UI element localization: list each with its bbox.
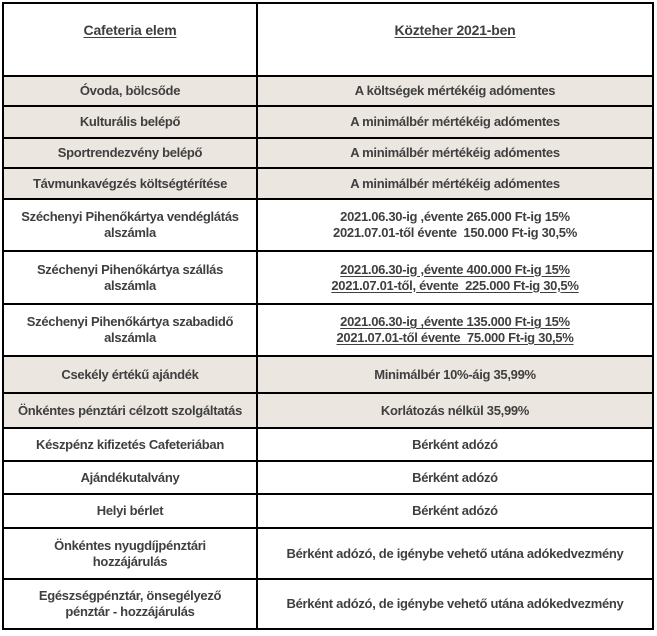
table-row	[3, 461, 653, 494]
table-row	[3, 168, 653, 199]
table-row	[3, 393, 653, 428]
kozteher-cell	[257, 461, 653, 494]
table-row	[3, 528, 653, 579]
table-row	[3, 106, 653, 138]
kozteher-cell	[257, 356, 653, 393]
cafeteria-elem-cell	[3, 76, 257, 106]
table-row	[3, 251, 653, 304]
cell-text-line: Önkéntes pénztári célzott szolgáltatás	[17, 402, 243, 418]
cell-text-line: Kulturális belépő	[79, 114, 181, 129]
header-cell-cafeteria-elem	[3, 3, 257, 76]
cafeteria-elem-cell	[3, 168, 257, 199]
cafeteria-elem-cell	[3, 393, 257, 428]
cell-text-line: A minimálbér mértékéig adómentes	[350, 145, 560, 160]
cell-text-line: Bérként adózó	[412, 469, 498, 485]
cell-text-line: Készpénz kifizetés Cafeteriában	[36, 436, 224, 452]
cell-text-line: 2021.06.30-ig ,évente 400.000 Ft-ig 15%	[340, 261, 570, 277]
table-row	[3, 579, 653, 629]
cafeteria-elem-cell	[3, 138, 257, 168]
table-row	[3, 428, 653, 461]
cell-text-line: Minimálbér 10%-áig 35,99%	[374, 366, 536, 382]
cell-text-line: Bérként adózó, de igénybe vehető utána adókedvezmény	[286, 545, 624, 561]
cell-text-line: alszámla	[104, 330, 156, 345]
kozteher-cell	[257, 106, 653, 138]
header-cell-kozteher	[257, 3, 653, 76]
cell-text-line: A minimálbér mértékéig adómentes	[350, 175, 560, 191]
kozteher-cell	[257, 304, 653, 356]
cell-text-line: alszámla	[104, 277, 156, 293]
table-body	[3, 76, 653, 629]
header-label-cafeteria-elem: Cafeteria elem	[83, 22, 177, 38]
cell-text-line: Korlátozás nélkül 35,99%	[380, 402, 530, 418]
cafeteria-elem-cell	[3, 428, 257, 461]
cell-text-line: Széchenyi Pihenőkártya szabadidő	[26, 314, 234, 329]
cell-text-line: Helyi bérlet	[96, 503, 164, 518]
cell-text-line: Bérként adózó, de igénybe vehető utána adókedvezmény	[286, 596, 624, 611]
table-header	[3, 3, 653, 76]
kozteher-cell	[257, 76, 653, 106]
cafeteria-elem-cell	[3, 461, 257, 494]
cafeteria-elem-cell	[3, 199, 257, 251]
kozteher-cell	[257, 168, 653, 199]
kozteher-cell	[257, 199, 653, 251]
cell-text-line: Egészségpénztár, önsegélyező	[38, 588, 222, 603]
cell-text-line: Önkéntes nyugdíjpénztári	[54, 537, 206, 553]
cell-text-line: 2021.07.01-től évente 75.000 Ft-ig 30,5%	[336, 330, 574, 345]
cafeteria-elem-cell	[3, 579, 257, 629]
cell-text-line: 2021.06.30-ig ,évente 265.000 Ft-ig 15%	[340, 209, 570, 224]
table-row	[3, 494, 653, 528]
table-row	[3, 304, 653, 356]
cell-text-line: A költségek mértékéig adómentes	[354, 83, 556, 98]
cafeteria-elem-cell	[3, 304, 257, 356]
kozteher-cell	[257, 528, 653, 579]
cafeteria-elem-cell	[3, 251, 257, 304]
cell-text-line: Csekély értékű ajándék	[61, 366, 199, 382]
cell-text-line: A minimálbér mértékéig adómentes	[350, 114, 560, 129]
cell-text-line: pénztár - hozzájárulás	[65, 604, 195, 619]
cafeteria-tax-table	[2, 2, 654, 630]
cell-text-line: hozzájárulás	[92, 553, 168, 569]
table-row	[3, 76, 653, 106]
header-label-kozteher: Közteher 2021-ben	[394, 22, 516, 38]
cell-text-line: Bérként adózó	[412, 436, 498, 452]
cell-text-line: Sportrendezvény belépő	[57, 145, 203, 160]
kozteher-cell	[257, 138, 653, 168]
table-row	[3, 138, 653, 168]
cell-text-line: 2021.07.01-től évente 150.000 Ft-ig 30,5%	[333, 225, 577, 240]
table-row	[3, 356, 653, 393]
cell-text-line: Széchenyi Pihenőkártya szállás	[36, 261, 224, 277]
kozteher-cell	[257, 579, 653, 629]
cafeteria-elem-cell	[3, 106, 257, 138]
cafeteria-elem-cell	[3, 528, 257, 579]
cell-text-line: Óvoda, bölcsőde	[79, 83, 181, 98]
cafeteria-elem-cell	[3, 356, 257, 393]
header-row	[3, 3, 653, 76]
cell-text-line: Ajándékutalvány	[80, 469, 180, 485]
kozteher-cell	[257, 494, 653, 528]
table-row	[3, 199, 653, 251]
kozteher-cell	[257, 393, 653, 428]
kozteher-cell	[257, 428, 653, 461]
cell-text-line: 2021.06.30-ig ,évente 135.000 Ft-ig 15%	[340, 314, 570, 329]
kozteher-cell	[257, 251, 653, 304]
cell-text-line: 2021.07.01-től, évente 225.000 Ft-ig 30,5%	[331, 277, 579, 293]
cell-text-line: alszámla	[104, 225, 156, 240]
cafeteria-elem-cell	[3, 494, 257, 528]
cell-text-line: Távmunkavégzés költségtérítése	[32, 175, 228, 191]
cell-text-line: Széchenyi Pihenőkártya vendéglátás	[21, 209, 239, 224]
cell-text-line: Bérként adózó	[412, 503, 498, 518]
